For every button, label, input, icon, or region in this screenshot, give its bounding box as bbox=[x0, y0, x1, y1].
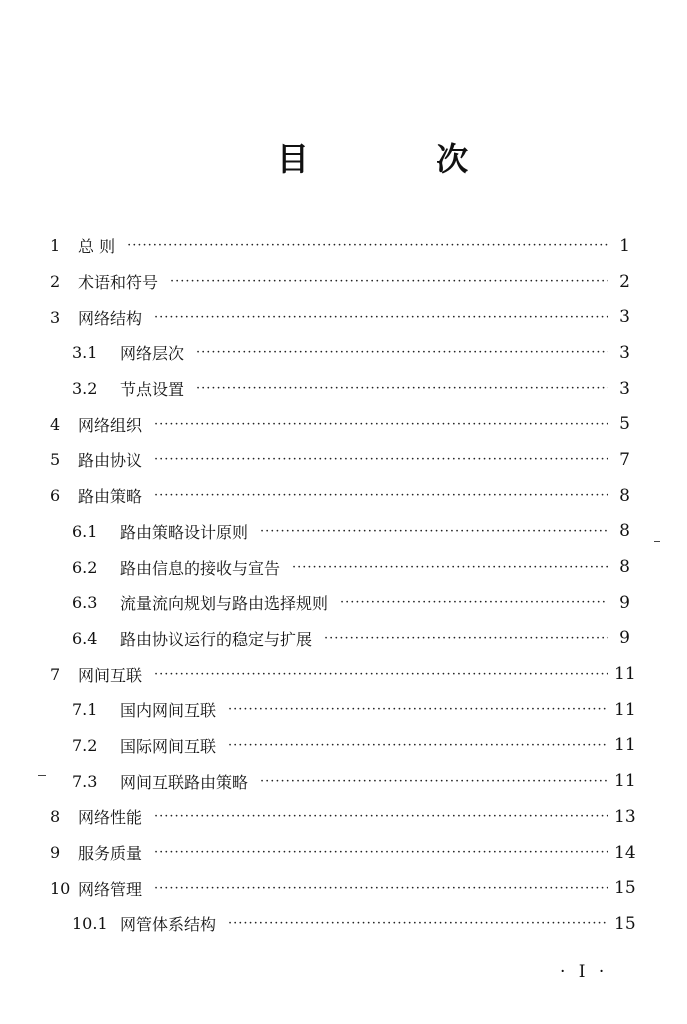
toc-entry-label: 路由策略设计原则 bbox=[120, 522, 249, 542]
toc-entry[interactable] bbox=[50, 442, 630, 478]
toc-entry-page: 3 bbox=[619, 307, 630, 328]
toc-leader-dots bbox=[154, 881, 608, 896]
toc-leader-dots bbox=[228, 702, 608, 717]
toc-entry-number: 3.1 bbox=[72, 343, 98, 363]
toc-entry-page: 5 bbox=[619, 414, 630, 435]
toc-entry[interactable] bbox=[50, 692, 636, 728]
toc-entry-number: 7.1 bbox=[72, 700, 98, 720]
toc-leader-dots bbox=[154, 417, 608, 432]
toc-entry-page: 8 bbox=[619, 557, 630, 578]
toc-entry-page: 8 bbox=[619, 485, 630, 506]
toc-entry-number: 3 bbox=[50, 307, 61, 327]
toc-entry[interactable] bbox=[50, 906, 636, 942]
toc-leader-dots bbox=[154, 845, 608, 860]
toc-entry[interactable] bbox=[50, 228, 630, 264]
toc-entry-number: 7.2 bbox=[72, 735, 98, 755]
toc-entry-label: 网间互联 bbox=[78, 665, 143, 685]
toc-leader-dots bbox=[340, 595, 608, 610]
toc-leader-dots bbox=[228, 738, 608, 753]
toc-entry-label: 节点设置 bbox=[120, 380, 185, 400]
toc-entry-label: 总 则 bbox=[78, 237, 116, 257]
toc-leader-dots bbox=[260, 524, 608, 539]
toc-entry-number: 1 bbox=[50, 236, 61, 256]
toc-leader-dots bbox=[196, 345, 608, 360]
toc-entry-label: 网络结构 bbox=[78, 308, 143, 328]
toc-entry-number: 2 bbox=[50, 272, 61, 292]
toc-entry-label: 路由协议运行的稳定与扩展 bbox=[120, 629, 313, 649]
toc-entry-page: 11 bbox=[614, 771, 636, 792]
toc-entry-number: 6.3 bbox=[72, 593, 98, 613]
scan-mark bbox=[654, 541, 660, 542]
toc-entry-label: 路由策略 bbox=[78, 487, 143, 507]
toc-leader-dots bbox=[154, 667, 608, 682]
toc-entry[interactable] bbox=[50, 799, 636, 835]
toc-entry-page: 13 bbox=[614, 806, 636, 827]
toc-leader-dots bbox=[154, 488, 608, 503]
toc-entry-page: 11 bbox=[614, 699, 636, 720]
toc-entry-page: 8 bbox=[619, 521, 630, 542]
toc-entry[interactable] bbox=[50, 870, 636, 906]
toc-entry[interactable] bbox=[50, 549, 630, 585]
scan-mark bbox=[38, 775, 46, 776]
toc-entry-number: 7 bbox=[50, 664, 61, 684]
toc-entry-number: 3.2 bbox=[72, 379, 98, 399]
toc-leader-dots bbox=[170, 274, 608, 289]
toc-entry-label: 国内网间互联 bbox=[120, 701, 217, 721]
toc-entry-label: 路由信息的接收与宣告 bbox=[120, 558, 281, 578]
toc-entry[interactable] bbox=[50, 728, 636, 764]
toc-entry-page: 14 bbox=[614, 842, 636, 863]
toc-leader-dots bbox=[292, 560, 608, 575]
toc-entry-number: 9 bbox=[50, 843, 61, 863]
toc-entry-number: 6.2 bbox=[72, 557, 98, 577]
toc-entry[interactable] bbox=[50, 514, 630, 550]
toc-entry-page: 2 bbox=[619, 271, 630, 292]
toc-entry[interactable] bbox=[50, 621, 630, 657]
toc-entry[interactable] bbox=[50, 835, 636, 871]
toc-entry-label: 流量流向规划与路由选择规则 bbox=[120, 594, 329, 614]
toc-entry-page: 9 bbox=[619, 628, 630, 649]
toc-leader-dots bbox=[324, 631, 608, 646]
toc-entry[interactable] bbox=[50, 656, 636, 692]
toc-entry-label: 术语和符号 bbox=[78, 273, 159, 293]
toc-entry-label: 网管体系结构 bbox=[120, 915, 217, 935]
toc-leader-dots bbox=[127, 238, 608, 253]
toc-entry-number: 6.4 bbox=[72, 628, 98, 648]
toc-entry-page: 15 bbox=[614, 878, 636, 899]
toc-entry-label: 网络性能 bbox=[78, 808, 143, 828]
toc-entry-label: 路由协议 bbox=[78, 451, 143, 471]
page-folio: · I · bbox=[560, 962, 609, 982]
toc-entry-number: 4 bbox=[50, 414, 61, 434]
toc-entry-label: 网间互联路由策略 bbox=[120, 772, 249, 792]
toc-entry[interactable] bbox=[50, 371, 630, 407]
toc-leader-dots bbox=[228, 916, 608, 931]
toc-leader-dots bbox=[260, 774, 608, 789]
toc-entry-number: 7.3 bbox=[72, 771, 98, 791]
toc-entry-number: 10.1 bbox=[72, 914, 108, 934]
toc-entry[interactable] bbox=[50, 264, 630, 300]
toc-entry-label: 网络组织 bbox=[78, 415, 143, 435]
toc-entry-label: 网络管理 bbox=[78, 879, 143, 899]
toc-entry-page: 11 bbox=[614, 664, 636, 685]
toc-leader-dots bbox=[196, 381, 608, 396]
toc-entry[interactable] bbox=[50, 763, 636, 799]
toc-entry[interactable] bbox=[50, 406, 630, 442]
toc-entry-number: 8 bbox=[50, 807, 61, 827]
toc-entry-page: 9 bbox=[619, 592, 630, 613]
toc-entry-label: 国际网间互联 bbox=[120, 736, 217, 756]
toc-entry-page: 3 bbox=[619, 342, 630, 363]
page-title: 目 次 bbox=[276, 140, 527, 178]
toc-entry[interactable] bbox=[50, 585, 630, 621]
toc-entry[interactable] bbox=[50, 478, 630, 514]
toc-entry-number: 5 bbox=[50, 450, 61, 470]
toc-entry[interactable] bbox=[50, 299, 630, 335]
toc-entry-page: 3 bbox=[619, 378, 630, 399]
toc-entry-number: 6.1 bbox=[72, 521, 98, 541]
toc-entry-number: 10 bbox=[50, 878, 71, 898]
toc-entry-page: 11 bbox=[614, 735, 636, 756]
toc-entry-page: 7 bbox=[619, 449, 630, 470]
toc-entry-label: 服务质量 bbox=[78, 844, 143, 864]
toc-leader-dots bbox=[154, 452, 608, 467]
toc-leader-dots bbox=[154, 809, 608, 824]
toc-entry-page: 15 bbox=[614, 913, 636, 934]
table-of-contents bbox=[50, 228, 636, 942]
toc-entry-label: 网络层次 bbox=[120, 344, 185, 364]
toc-leader-dots bbox=[154, 310, 608, 325]
toc-entry[interactable] bbox=[50, 335, 630, 371]
toc-entry-number: 6 bbox=[50, 486, 61, 506]
toc-entry-page: 1 bbox=[619, 235, 630, 256]
